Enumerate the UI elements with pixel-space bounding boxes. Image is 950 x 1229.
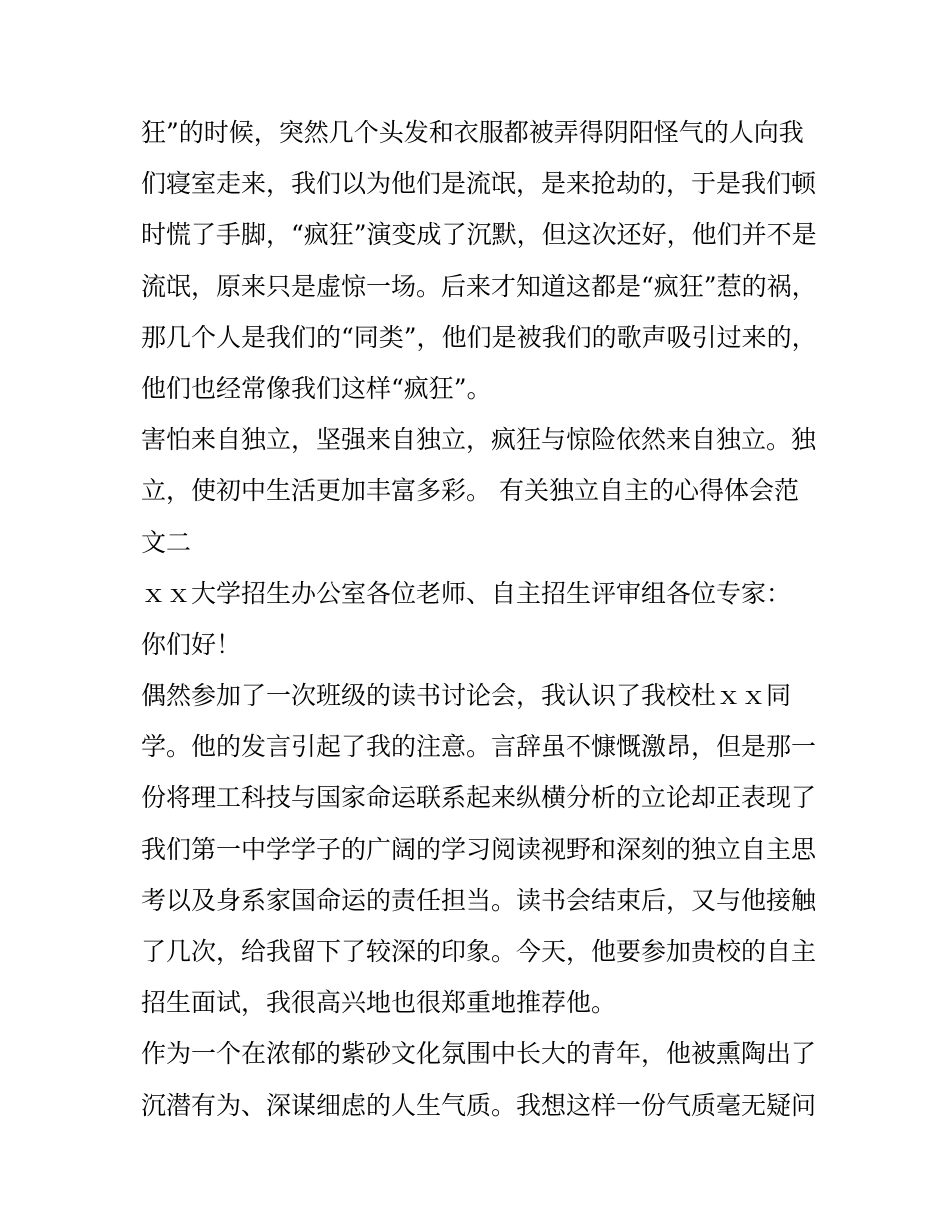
text-line: 时慌了手脚，“疯狂”演变成了沉默，但这次还好，他们并不是 (141, 220, 817, 250)
text-line: 害怕来自独立，坚强来自独立，疯狂与惊险依然来自独立。独 (141, 425, 817, 455)
text-line: 他们也经常像我们这样“疯狂”。 (141, 373, 492, 403)
text-line: 文二 (141, 527, 192, 557)
text-line: 考以及身系家国命运的责任担当。读书会结束后，又与他接触 (141, 885, 817, 915)
text-line: 我们第一中学学子的广阔的学习阅读视野和深刻的独立自主思 (141, 834, 817, 864)
text-line: 份将理工科技与国家命运联系起来纵横分析的立论却正表现了 (141, 783, 817, 813)
text-line: 狂”的时候，突然几个头发和衣服都被弄得阴阳怪气的人向我 (141, 118, 804, 147)
text-line: 偶然参加了一次班级的读书讨论会，我认识了我校杜ｘｘ同 (141, 681, 792, 711)
greeting-line: 你们好！ (141, 629, 242, 659)
text-line: 作为一个在浓郁的紫砂文化氛围中长大的青年，他被熏陶出了 (141, 1039, 817, 1069)
text-line: 了几次，给我留下了较深的印象。今天，他要参加贵校的自主 (141, 937, 817, 966)
text-line: 招生面试，我很高兴地也很郑重地推荐他。 (141, 988, 617, 1018)
text-line: 立，使初中生活更加丰富多彩。 有关独立自主的心得体会范 (141, 476, 799, 506)
document-body (141, 107, 821, 1131)
text-line: 学。他的发言引起了我的注意。言辞虽不慷慨激昂，但是那一 (141, 732, 817, 762)
text-line: 那几个人是我们的“同类”，他们是被我们的歌声吸引过来的， (141, 322, 817, 352)
text-line: 们寝室走来，我们以为他们是流氓，是来抢劫的，于是我们顿 (141, 169, 817, 199)
salutation-line: ｘｘ大学招生办公室各位老师、自主招生评审组各位专家： (141, 578, 792, 608)
text-line: 沉潜有为、深谋细虑的人生气质。我想这样一份气质毫无疑问 (141, 1090, 817, 1120)
text-line: 流氓，原来只是虚惊一场。后来才知道这都是“疯狂”惹的祸， (141, 271, 817, 301)
